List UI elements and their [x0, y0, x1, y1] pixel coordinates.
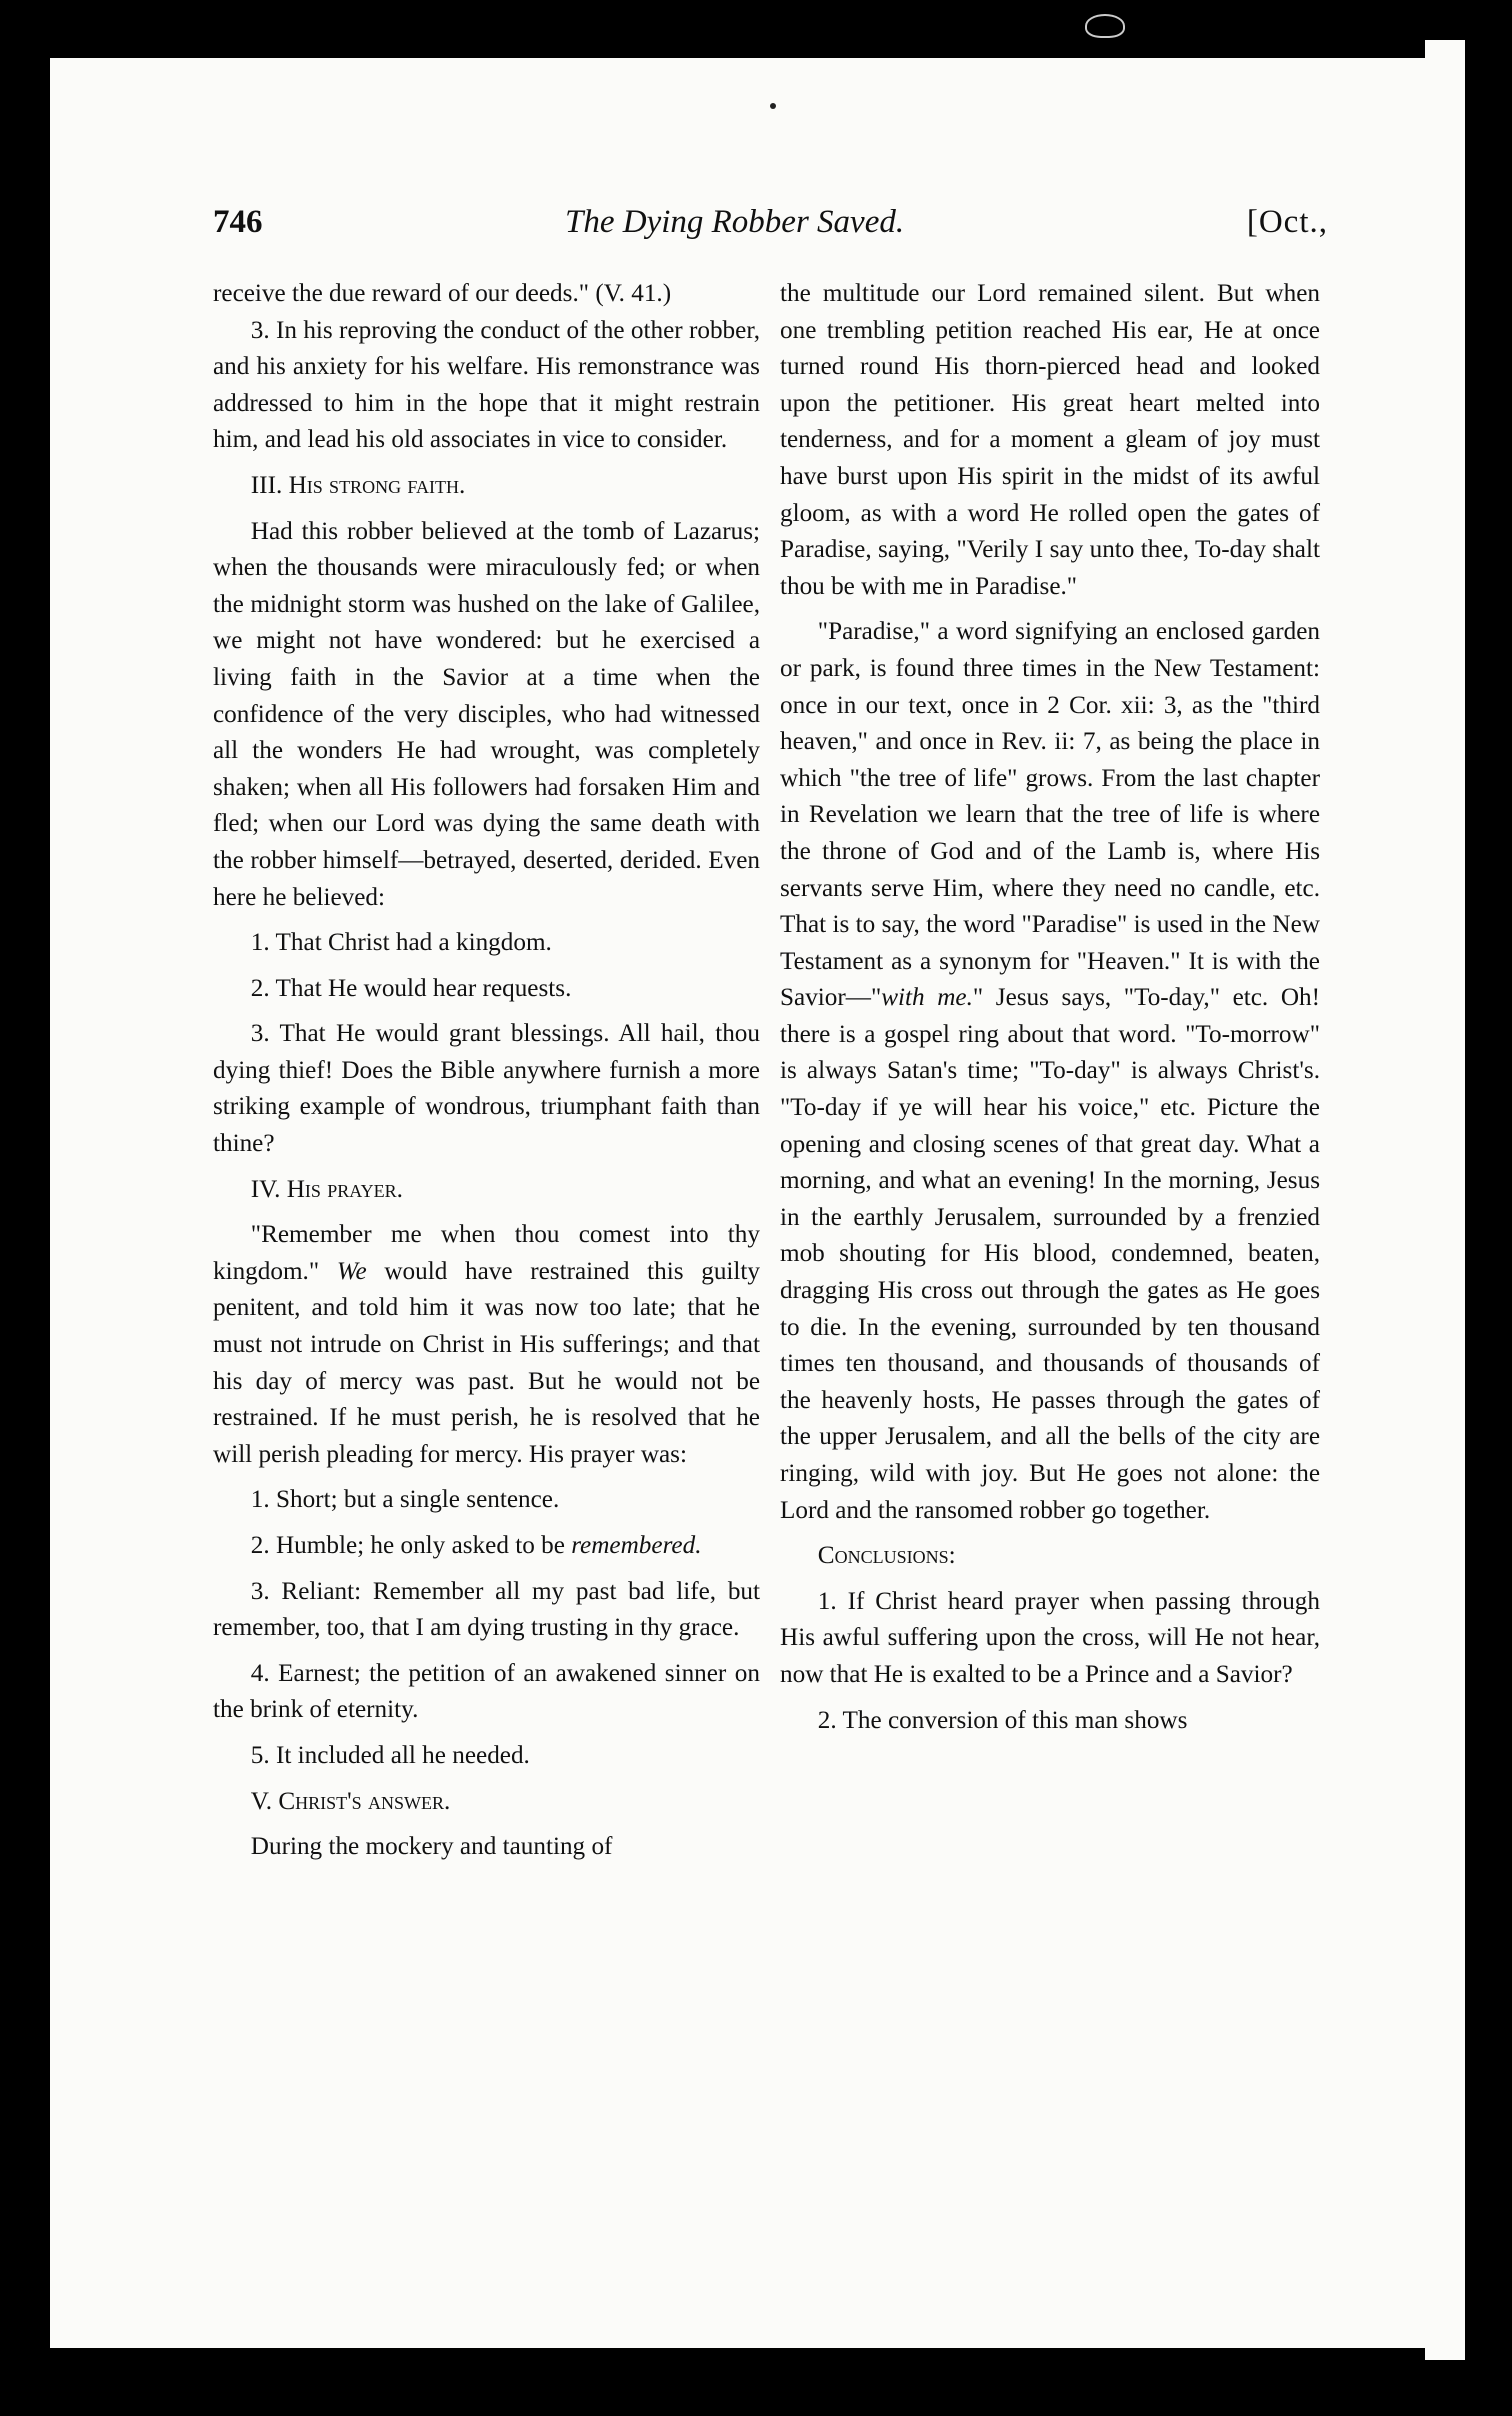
issue-label: [Oct., [1246, 204, 1328, 240]
list-item: 3. That He would grant blessings. All hail, thou dying thief! Does the Bible anywhere furnish a more striking example of wondrous, triumphant faith than thine? [213, 1020, 760, 1158]
list-item: 2. The conversion of this man shows [817, 1706, 1188, 1734]
right-column [780, 276, 1320, 1739]
heading-text: His strong faith. [288, 471, 466, 499]
list-item: 4. Earnest; the petition of an awakened sinner on the brink of eternity. [213, 1659, 760, 1724]
section-heading [213, 1784, 760, 1821]
list-item: 1. If Christ heard prayer when passing through His awful suffering upon the cross, will He not hear, now that He is exalted to be a Prince and a Savior? [780, 1587, 1320, 1688]
paragraph [780, 614, 1320, 1529]
page-number: 746 [213, 204, 263, 240]
paragraph: 3. In his reproving the conduct of the other robber, and his anxiety for his welfare. His remonstrance was addressed to him in the hope that it might restrain him, and lead his old associates in vice to consider. [213, 316, 760, 454]
text-run: would have restrained this guilty penitent, and told him it was now too late; that he must not intrude on Christ in His sufferings; and that his day of mercy was past. But he would not be restrained. If he must perish, he is resolved that he will perish pleading for mercy. His prayer was: [213, 1257, 761, 1468]
heading-number: III. [250, 471, 283, 499]
left-column [213, 276, 760, 1866]
paragraph [213, 1217, 760, 1473]
heading-text: Christ's answer. [278, 1787, 451, 1815]
text-run: "Remember me when thou comest into thy kingdom." [213, 1221, 760, 1285]
scan-mark [1085, 14, 1125, 38]
list-item: 1. That Christ had a kingdom. [250, 929, 552, 957]
heading-number: V. [250, 1787, 273, 1815]
paragraph: During the mockery and taunting of [250, 1833, 613, 1861]
list-item: 3. Reliant: Remember all my past bad life, but remember, too, that I am dying trusting in thy grace. [213, 1577, 760, 1642]
heading-number: IV. [250, 1175, 281, 1203]
binding-shadow [1472, 0, 1512, 2416]
running-header [213, 200, 1328, 250]
section-heading [213, 468, 760, 505]
list-item: 1. Short; but a single sentence. [250, 1486, 560, 1514]
list-item: 2. That He would hear requests. [250, 974, 572, 1002]
text-run: " Jesus says, "To-day," etc. Oh! there is a gospel ring about that word. "To-morrow" is always Satan's time; "To-day" is always Christ's. "To-day if ye will hear his voice," etc. Picture the opening and closing scenes of that great day. What a morning, and what an evening! In the morning, Jesus in the earthly Jerusalem, surrounded by a frenzied mob shouting for His blood, condemned, beaten, dragging His cross out through the gates as He goes to die. In the evening, surrounded by ten thousand times ten thousand, and thousands of thousands of the heavenly hosts, He passes through the gates of the upper Jerusalem, and all the bells of the city are ringing, wild with joy. But He goes not alone: the Lord and the ransomed robber go together. [780, 984, 1320, 1524]
italic-run: remembered. [571, 1532, 702, 1559]
paragraph: the multitude our Lord remained silent. But when one trembling petition reached His ear, He at once turned round His thorn-pierced head and looked upon the petitioner. His great heart melted into tenderness, and for a moment a gleam of joy must have burst upon His spirit in the midst of its awful gloom, as with a word He rolled open the gates of Paradise, saying, "Verily I say unto thee, To-day shalt thou be with me in Paradise." [780, 280, 1320, 600]
paragraph: receive the due reward of our deeds." (V. 41.) [213, 280, 672, 307]
heading-text: His prayer. [286, 1175, 403, 1203]
speck-mark [770, 103, 776, 109]
conclusions-heading: Conclusions: [817, 1542, 956, 1570]
text-run: 2. Humble; he only asked to be [250, 1532, 565, 1559]
italic-run: We [336, 1257, 367, 1285]
italic-run: with me. [881, 984, 973, 1012]
paragraph: Had this robber believed at the tomb of Lazarus; when the thousands were miraculously fed; or when the midnight storm was hushed on the lake of Galilee, we might not have wondered: but he exercised a living faith in the Savior at a time when the confidence of the very disciples, who had witnessed all the wonders He had wrought, was completely shaken; when all His followers had forsaken Him and fled; when our Lord was dying the same death with the robber himself—betrayed, deserted, derided. Even here he believed: [213, 517, 760, 911]
section-heading [213, 1172, 760, 1209]
list-item [213, 1528, 760, 1565]
text-run: "Paradise," a word signifying an enclosed garden or park, is found three times in the New Testament: once in our text, once in 2 Cor. xii: 3, as the "third heaven," and once in Rev. ii: 7, as being the place in which "the tree of life" grows. From the last chapter in Revelation we learn that the tree of life is where the throne of God and of the Lamb is, where His servants serve Him, where they need no candle, etc. That is to say, the word "Paradise" is used in the New Testament as a synonym for "Heaven." It is with the Savior—" [780, 618, 1320, 1012]
facing-page-edge [1425, 40, 1465, 2360]
running-title: The Dying Robber Saved. [565, 204, 905, 240]
list-item: 5. It included all he needed. [250, 1741, 530, 1769]
